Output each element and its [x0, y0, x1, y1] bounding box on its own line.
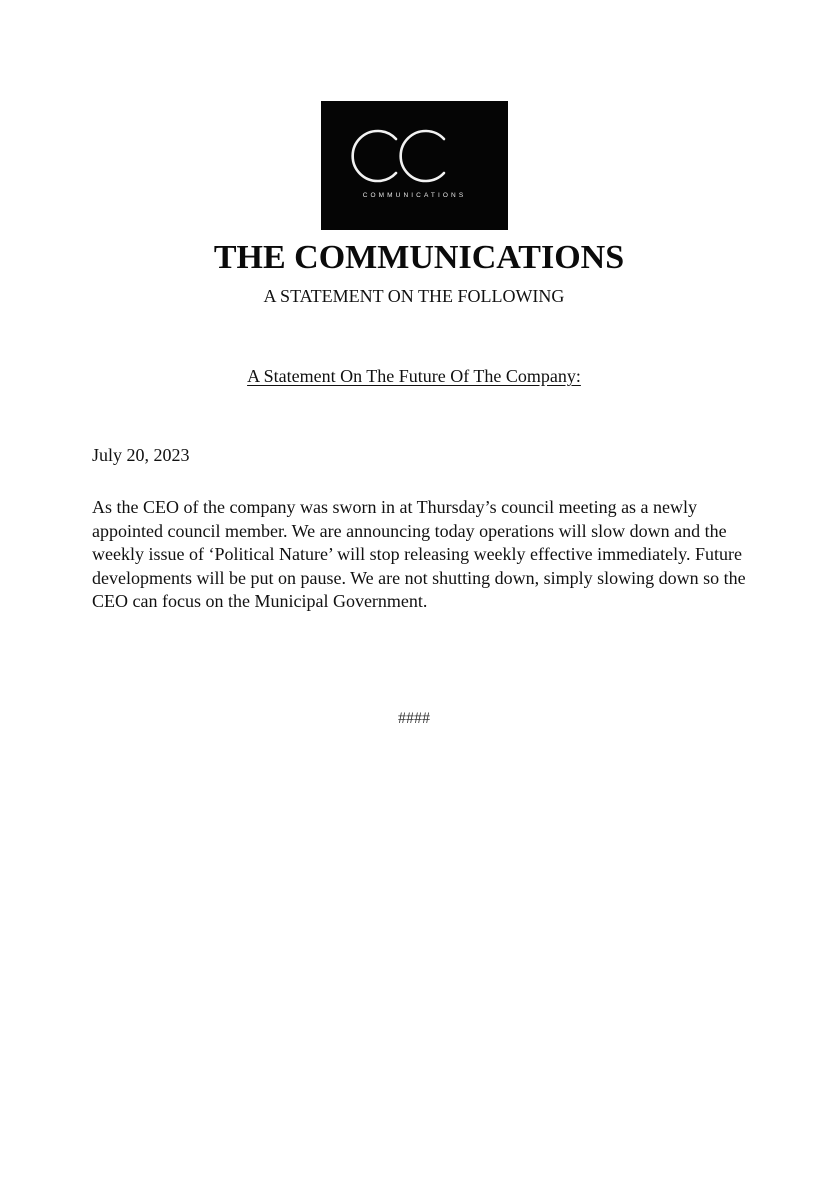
statement-body: As the CEO of the company was sworn in at Thursday’s council meeting as a newly appointed council member. We are announcing today operations will slow down and the weekly issue of ‘Political Nature’ will stop releasing weekly effective immediately. Future developments will be put on pause. We are not shutting down, simply slowing down so the CEO can focus on the Municipal Government. [92, 497, 746, 612]
statement-heading: A Statement On The Future Of The Company: [247, 366, 581, 386]
cc-monogram-icon [321, 101, 508, 230]
document-subtitle: A STATEMENT ON THE FOLLOWING [263, 286, 565, 306]
statement-date: July 20, 2023 [92, 445, 190, 465]
document-title: THE COMMUNICATIONS [213, 239, 625, 276]
end-mark: #### [398, 710, 430, 727]
logo-tagline: COMMUNICATIONS [362, 192, 467, 199]
company-logo [321, 101, 508, 230]
